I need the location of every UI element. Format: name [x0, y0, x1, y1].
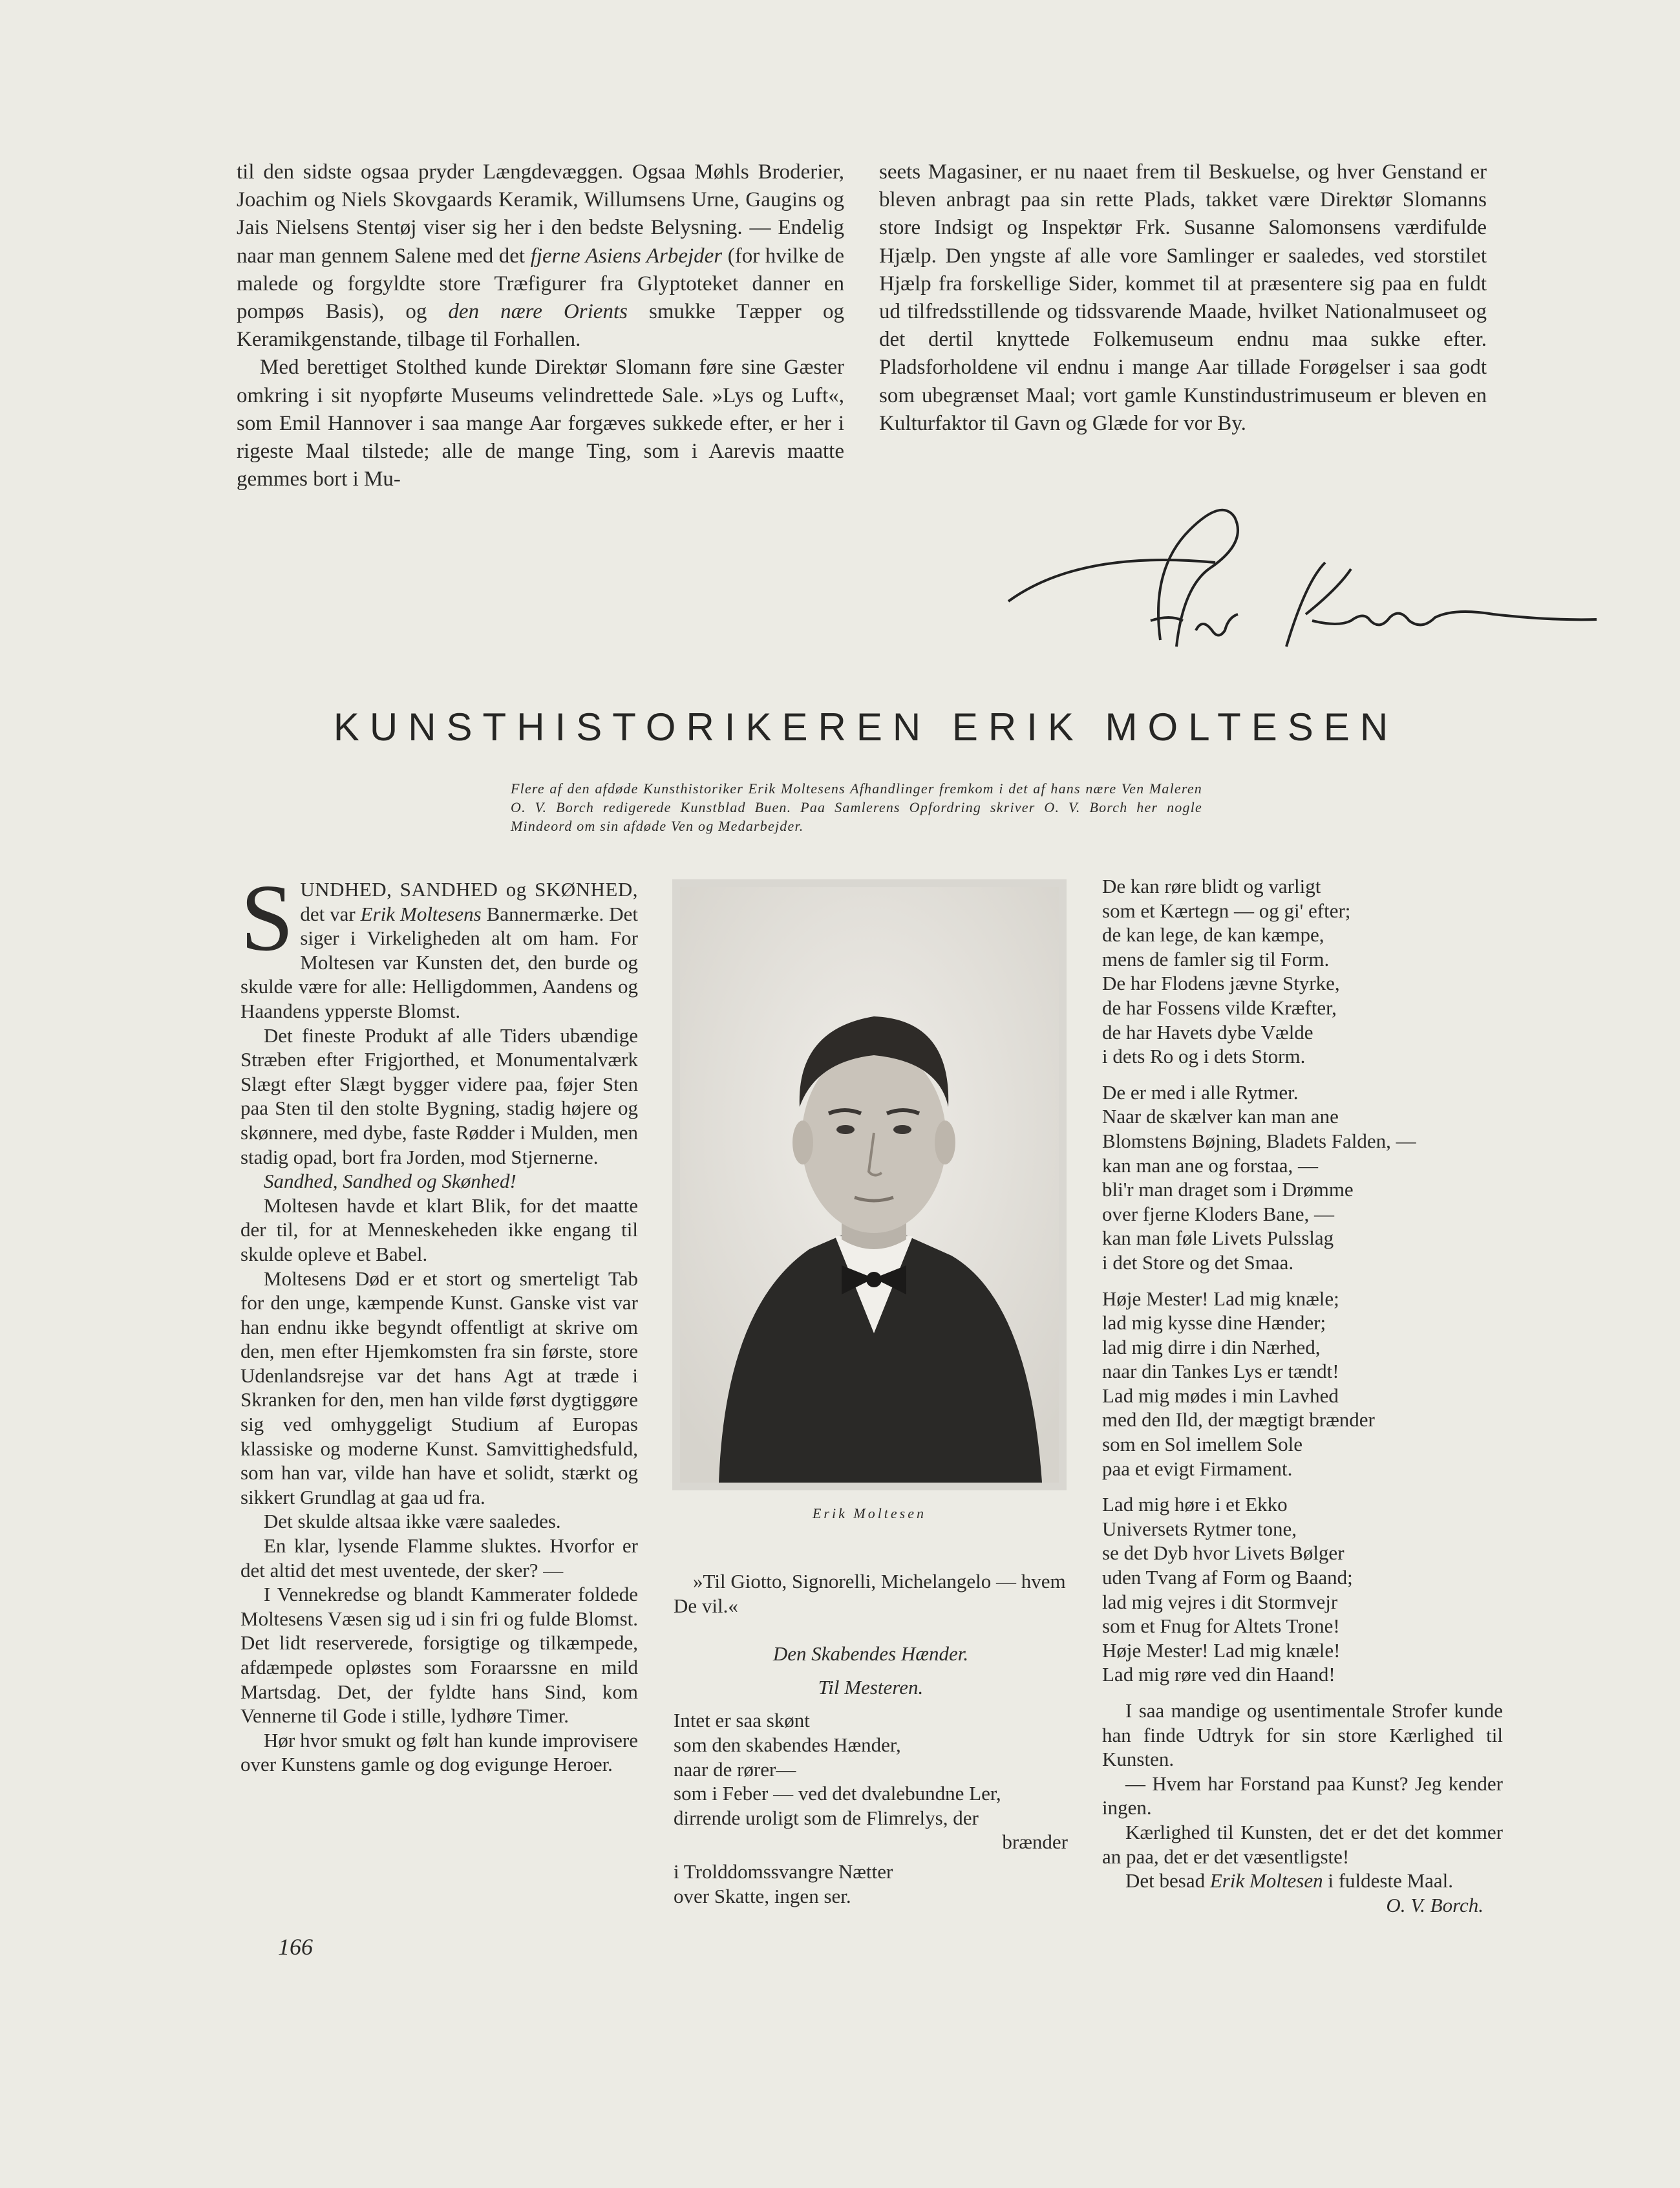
paragraph: Moltesens Død er et stort og smerteligt Tab for den unge, kæmpende Kunst. Ganske vist var han endnu ikke begyndt offentligt at skrive om den, men efter Hjemkomsten fra sin første, store Udenlandsrejse var det hans Agt at træde i Skranken for den, men han vilde først dygtiggøre sig ved omhyggeligt Studium af Europas klassiske og moderne Kunst. Samvittighedsfuld, som han var, vilde han have et solidt, stærkt og sikkert Grundlag at gaa ud fra.: [240, 1267, 638, 1508]
previous-article-right-column: [879, 158, 1487, 438]
portrait-illustration: [680, 887, 1059, 1483]
paragraph: Moltesen havde et klart Blik, for det maatte der til, for at Menneskeheden ikke engang til skulde opleve et Babel.: [240, 1194, 638, 1265]
body-left-column: [240, 865, 638, 1777]
drop-cap: S: [240, 865, 294, 971]
paragraph: Med berettiget Stolthed kunde Direktør Slomann føre sine Gæster omkring i sit nyopførte Museums velindrettede Sale. »Lys og Luft«, som Emil Hannover i saa mange Aar forgæves sukkede efter, er her i rigeste Maal tilstede; alle de mange Ting, som i Aarevis maatte gemmes bort i Mu-: [237, 356, 844, 491]
paragraph: SUNDHED, SANDHED og SKØNHED, det var Erik Moltesens Bannermærke. Det siger i Virkeligheden alt om ham. For Moltesen var Kunsten det, den burde og skulde være for alle: Helligdommen, Aandens og Haandens ypperste Blomst.: [240, 865, 638, 1022]
poem-line: brænder: [1002, 1830, 1068, 1854]
poem-line: Intet er saa skønt: [674, 1709, 810, 1732]
paragraph: Sandhed, Sandhed og Skønhed!: [264, 1170, 516, 1193]
portrait-image: [680, 887, 1059, 1483]
paragraph: Hør hvor smukt og følt han kunde improvisere over Kunstens gamle og dog evigunge Heroer.: [240, 1728, 638, 1776]
poem-line: som den skabendes Hænder,: [674, 1733, 901, 1756]
quote: »Til Giotto, Signorelli, Michelangelo — hvem De vil.«: [674, 1570, 1066, 1617]
paragraph: til den sidste ogsaa pryder Længdevæggen. Ogsaa Møhls Broderier, Joachim og Niels Skovgaards Keramik, Willumsens Urne, Gaugins og Jais Nielsens Stentøj viser sig her i den bedste Belysning. — Endelig naar man gennem Salene med det fjerne Asiens Arbejder (for hvilke de malede og forgyldte store Træfigurer fra Glyptoteket danner en pompøs Basis), og den nære Orients smukke Tæpper og Keramikgenstande, tilbage til Forhallen.: [237, 160, 845, 352]
poem-line: over Skatte, ingen ser.: [674, 1884, 851, 1907]
paragraph: En klar, lysende Flamme sluktes. Hvorfor er det altid det mest uventede, der sker? —: [240, 1534, 638, 1582]
body-right-column: [1102, 874, 1503, 1917]
body-middle-column: [674, 1569, 1068, 1908]
poem-stanza: Lad mig høre i et Ekko Universets Rytmer tone, se det Dyb hvor Livets Bølger uden Tvang af Form og Baand; lad mig vejres i dit Stormvejr som et Fnug for Altets Trone! Høje Mester! Lad mig knæle! Lad mig røre ved din Haand!: [1102, 1493, 1353, 1686]
poem-stanza: De er med i alle Rytmer. Naar de skælver kan man ane Blomstens Bøjning, Bladets Falden, — kan man ane og forstaa, — bli'r man draget som i Drømme over fjerne Kloders Bane, — kan man føle Livets Pulsslag i det Store og det Smaa.: [1102, 1080, 1416, 1274]
paragraph: Det fineste Produkt af alle Tiders ubændige Stræben efter Frigjorthed, et Monumentalværk Slægt efter Slægt bygger videre paa, føjer Sten paa Sten til den stolte Bygning, stadig højere og skønnere, med dybe, faste Rødder i Mulden, men stadig opad, bort fra Jorden, mod Stjernerne.: [240, 1024, 638, 1168]
portrait-photo: [672, 879, 1067, 1490]
poem-stanza: Høje Mester! Lad mig knæle; lad mig kysse dine Hænder; lad mig dirre i din Nærhed, naar din Tankes Lys er tændt! Lad mig mødes i min Lavhed med den Ild, der mægtigt brænder som en Sol imellem Sole paa et evigt Firmament.: [1102, 1287, 1375, 1480]
paragraph: Det skulde altsaa ikke være saaledes.: [264, 1510, 561, 1533]
page-number: 166: [278, 1934, 313, 1960]
author-signature: O. V. Borch.: [1386, 1893, 1483, 1916]
poem-line: dirrende uroligt som de Flimrelys, der: [674, 1806, 979, 1829]
paragraph: Kærlighed til Kunsten, det er det det kommer an paa, det er det væsentligste!: [1102, 1820, 1503, 1868]
paragraph: I saa mandige og usentimentale Strofer kunde han finde Udtryk for sin store Kærlighed til Kunsten.: [1102, 1699, 1503, 1771]
photo-caption: Erik Moltesen: [812, 1505, 927, 1521]
paragraph: — Hvem har Forstand paa Kunst? Jeg kender ingen.: [1102, 1772, 1503, 1819]
handwritten-signature: [1002, 491, 1603, 660]
poem-line: som i Feber — ved det dvalebundne Ler,: [674, 1782, 1001, 1805]
paragraph: Det besad Erik Moltesen i fuldeste Maal.: [1125, 1869, 1454, 1893]
poem-dedication: Til Mesteren.: [818, 1675, 924, 1699]
article-intro: Flere af den afdøde Kunsthistoriker Erik Moltesens Afhandlinger fremkom i det af hans nære Ven Maleren O. V. Borch redigerede Kunstblad Buen. Paa Samlerens Opfordring skriver O. V. Borch her nogle Mindeord om sin afdøde Ven og Medarbejder.: [511, 780, 1202, 834]
paragraph: I Vennekredse og blandt Kammerater foldede Moltesens Væsen sig ud i sin fri og fulde Blomst. Det lidt reserverede, forsigtige og tilkæmpede, afdæmpede opløstes som Foraarssne en mild Martsdag. Det, der fyldte hans Sind, kom Vennerne til Gode i stille, lydhøre Timer.: [240, 1583, 638, 1728]
previous-article-left-column: [237, 158, 844, 493]
poem-line: i Trolddomssvangre Nætter: [674, 1860, 893, 1883]
paragraph: seets Magasiner, er nu naaet frem til Beskuelse, og hver Genstand er bleven anbragt paa sin rette Plads, takket være Direktør Slomanns store Indsigt og Inspektør Frk. Susanne Salomonsens værdifulde Hjælp. Den yngste af alle vore Samlinger er saaledes, ved storstilet Hjælp fra forskellige Sider, kommet til at præsentere sig paa en fuldt ud tilfredsstillende og tidssvarende Maade, hvilket Nationalmuseet og det dertil knyttede Folkemuseum endnu maa sukke efter. Pladsforholdene vil endnu i mange Aar tillade Forøgelser i saa godt som ubegrænset Maal; vort gamle Kunstindustrimuseum er bleven en Kulturfaktor til Gavn og Glæde for vor By.: [879, 160, 1487, 435]
poem-line: naar de rører—: [674, 1757, 796, 1781]
poem-title: Den Skabendes Hænder.: [772, 1642, 969, 1666]
article-title: KUNSTHISTORIKEREN ERIK MOLTESEN: [333, 705, 1399, 749]
poem-stanza: De kan røre blidt og varligt som et Kærtegn — og gi' efter; de kan lege, de kan kæmpe, mens de famler sig til Form. De har Flodens jævne Styrke, de har Fossens vilde Kræfter, de har Havets dybe Vælde i dets Ro og i dets Storm.: [1102, 875, 1351, 1068]
